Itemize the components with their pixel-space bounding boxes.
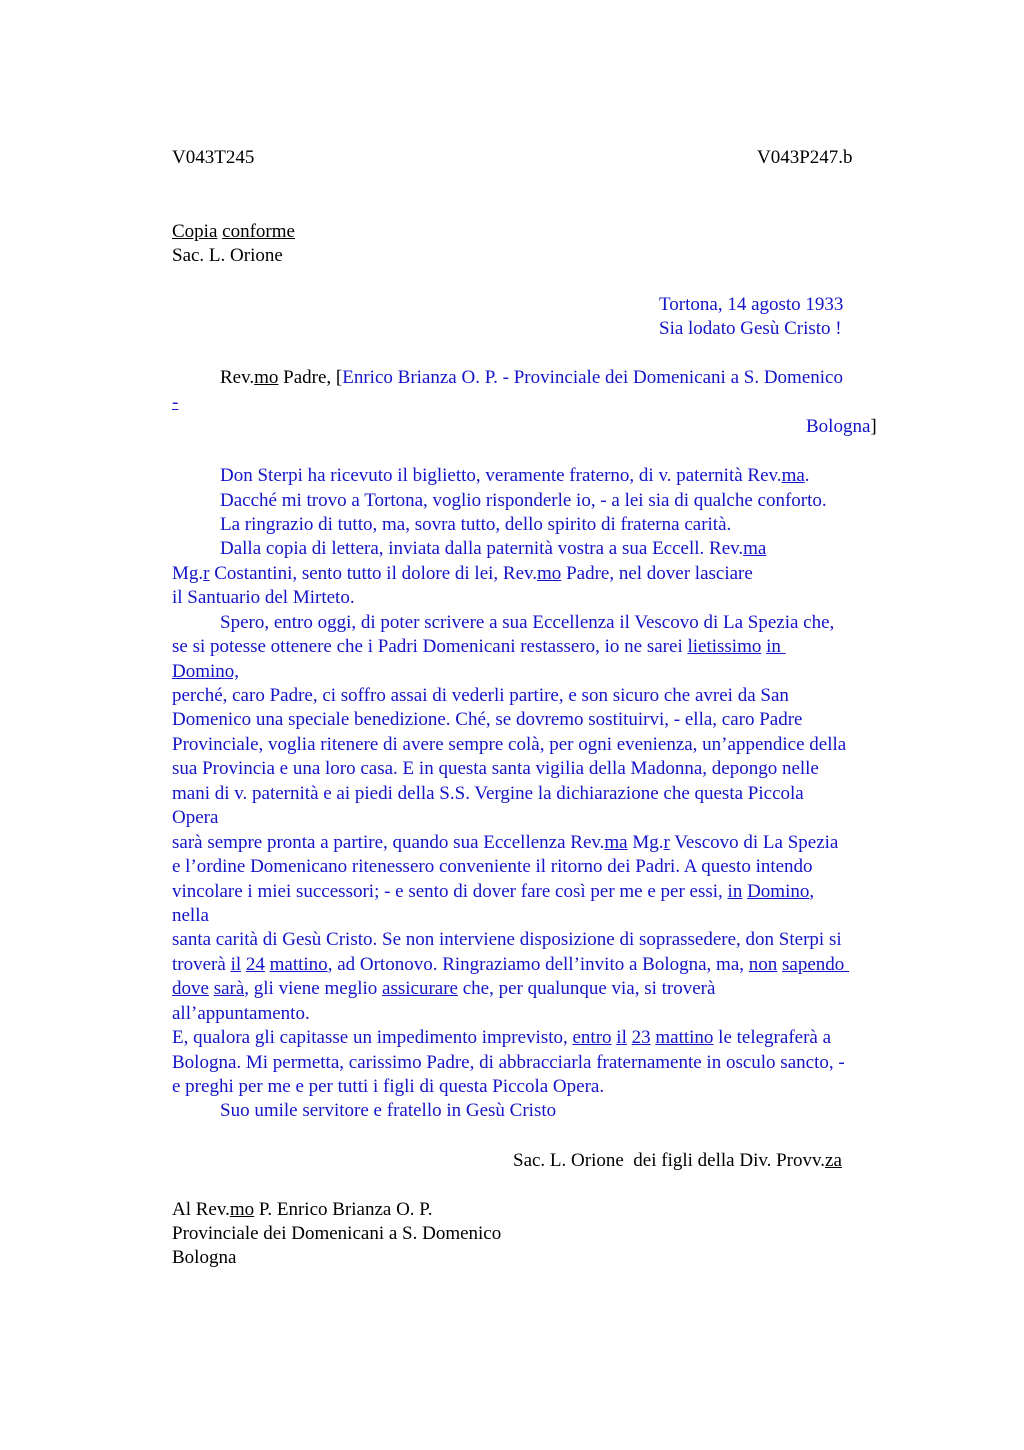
body-text: Mg. xyxy=(172,563,204,584)
salutation-bracket-close: ] xyxy=(870,416,877,437)
body-text: . xyxy=(804,465,810,486)
body-text: Padre, nel dover lasciare xyxy=(561,563,753,584)
body-line-5 xyxy=(172,562,753,586)
body-line-13: sua Provincia e una loro casa. E in questa santa vigilia della Madonna, depongo nelle xyxy=(172,758,819,779)
body-underlined: mattino xyxy=(269,954,328,975)
salutation-padre: Padre, [ xyxy=(278,367,343,388)
dateline-greeting: Sia lodato Gesù Cristo ! xyxy=(659,318,842,339)
address-text: P. Enrico Brianza O. P. xyxy=(254,1199,433,1220)
salutation-dash xyxy=(172,391,178,415)
body-text: , xyxy=(809,881,815,902)
body-text: che, per qualunque via, si troverà xyxy=(457,978,716,999)
body-abbrev: ma xyxy=(781,465,805,486)
body-abbrev: mo xyxy=(537,563,562,584)
body-underlined: in xyxy=(727,881,743,902)
body-line-21 xyxy=(172,953,849,977)
certification-signer: Sac. L. Orione xyxy=(172,245,283,266)
body-line-26: e preghi per me e per tutti i figli di questa Piccola Opera. xyxy=(172,1076,605,1097)
body-underlined: non xyxy=(748,954,778,975)
salutation-rev: Rev. xyxy=(220,367,255,388)
address-line-1 xyxy=(172,1198,433,1222)
body-abbrev: r xyxy=(663,832,670,853)
body-text: Vescovo di La Spezia xyxy=(669,832,839,853)
salutation-city-line xyxy=(806,415,877,439)
body-underlined: il xyxy=(616,1027,627,1048)
body-line-22 xyxy=(172,977,715,1001)
body-abbrev: ma xyxy=(743,538,767,559)
signature-line xyxy=(513,1149,842,1173)
body-underlined: Domino, xyxy=(172,661,240,682)
salutation-city: Bologna xyxy=(806,416,871,437)
body-line-12: Provinciale, voglia ritenere di avere sempre colà, per ogni evenienza, un’appendice della xyxy=(172,734,847,755)
address-text: Al Rev. xyxy=(172,1199,230,1220)
body-underlined: assicurare xyxy=(382,978,458,999)
body-line-18 xyxy=(172,880,814,904)
body-line-20: santa carità di Gesù Cristo. Se non interviene disposizione di soprassedere, don Sterpi si xyxy=(172,929,842,950)
certification-word-copia: Copia xyxy=(172,221,218,242)
body-line-7: Spero, entro oggi, di poter scrivere a sua Eccellenza il Vescovo di La Spezia che, xyxy=(220,612,835,633)
certification-word-conforme: conforme xyxy=(222,221,295,242)
body-text: Don Sterpi ha ricevuto il biglietto, veramente fraterno, di v. paternità Rev. xyxy=(220,465,782,486)
body-abbrev: ma xyxy=(604,832,628,853)
body-line-2: Dacché mi trovo a Tortona, voglio risponderle io, - a lei sia di qualche conforto. xyxy=(220,490,827,511)
signature-text: Sac. L. Orione dei figli della Div. Provv. xyxy=(513,1150,826,1171)
body-abbrev: r xyxy=(203,563,210,584)
body-line-6: il Santuario del Mirteto. xyxy=(172,587,355,608)
salutation-dash-text: - xyxy=(172,392,179,413)
body-line-1 xyxy=(220,464,810,488)
body-line-9 xyxy=(172,660,239,684)
body-underlined: sarà xyxy=(213,978,245,999)
body-line-17: e l’ordine Domenicano ritenessero conveniente il ritorno dei Padri. A questo intendo xyxy=(172,856,813,877)
body-line-4 xyxy=(220,537,766,561)
document-code-right: V043P247.b xyxy=(757,147,853,168)
body-underlined: Domino xyxy=(747,881,810,902)
body-text: , ad Ortonovo. Ringraziamo dell’invito a Bologna, ma, xyxy=(327,954,749,975)
body-text: Costantini, sento tutto il dolore di lei, Rev. xyxy=(209,563,538,584)
body-line-27: Suo umile servitore e fratello in Gesù Cristo xyxy=(220,1100,557,1121)
dateline-date: Tortona, 14 agosto 1933 xyxy=(659,294,844,315)
body-line-19: nella xyxy=(172,905,209,926)
body-text: Dalla copia di lettera, inviata dalla paternità vostra a sua Eccell. Rev. xyxy=(220,538,744,559)
salutation-line xyxy=(220,366,843,390)
body-underlined: il xyxy=(230,954,242,975)
address-line-3: Bologna xyxy=(172,1247,237,1268)
address-abbrev: mo xyxy=(229,1199,255,1220)
body-line-24 xyxy=(172,1026,831,1050)
body-text: troverà xyxy=(172,954,231,975)
body-underlined: mattino xyxy=(655,1027,714,1048)
body-underlined: entro xyxy=(572,1027,612,1048)
body-underlined: dove xyxy=(172,978,209,999)
body-line-25: Bologna. Mi permetta, carissimo Padre, di abbracciarla fraternamente in osculo sancto, - xyxy=(172,1052,845,1073)
body-underlined: in xyxy=(766,636,786,657)
body-text: se si potesse ottenere che i Padri Domenicani restassero, io ne sarei xyxy=(172,636,688,657)
body-text: , gli viene meglio xyxy=(244,978,383,999)
body-line-11: Domenico una speciale benedizione. Ché, se dovremo sostituirvi, - ella, caro Padre xyxy=(172,709,803,730)
body-text: E, qualora gli capitasse un impedimento imprevisto, xyxy=(172,1027,573,1048)
body-line-10: perché, caro Padre, ci soffro assai di vederli partire, e son sicuro che avrei da San xyxy=(172,685,789,706)
body-text: Mg. xyxy=(627,832,664,853)
body-line-8 xyxy=(172,635,786,659)
body-text: vincolare i miei successori; - e sento di dover fare così per me e per essi, xyxy=(172,881,728,902)
body-line-16 xyxy=(172,831,838,855)
body-line-15: Opera xyxy=(172,807,219,828)
body-underlined: 24 xyxy=(245,954,265,975)
body-text: le telegraferà a xyxy=(713,1027,832,1048)
body-line-3: La ringrazio di tutto, ma, sovra tutto, dello spirito di fraterna carità. xyxy=(220,514,732,535)
body-underlined: lietissimo xyxy=(687,636,762,657)
body-text: sarà sempre pronta a partire, quando sua Eccellenza Rev. xyxy=(172,832,605,853)
salutation-mo: mo xyxy=(254,367,279,388)
salutation-recipient: Enrico Brianza O. P. - Provinciale dei Domenicani a S. Domenico xyxy=(342,367,843,388)
body-underlined: sapendo xyxy=(782,954,850,975)
body-underlined: 23 xyxy=(631,1027,651,1048)
signature-abbrev: za xyxy=(825,1150,842,1171)
body-line-14: mani di v. paternità e ai piedi della S.S. Vergine la dichiarazione che questa Piccola xyxy=(172,783,804,804)
document-code-left: V043T245 xyxy=(172,147,255,168)
body-line-23: all’appuntamento. xyxy=(172,1003,310,1024)
certification-line xyxy=(172,220,295,244)
address-line-2: Provinciale dei Domenicani a S. Domenico xyxy=(172,1223,502,1244)
